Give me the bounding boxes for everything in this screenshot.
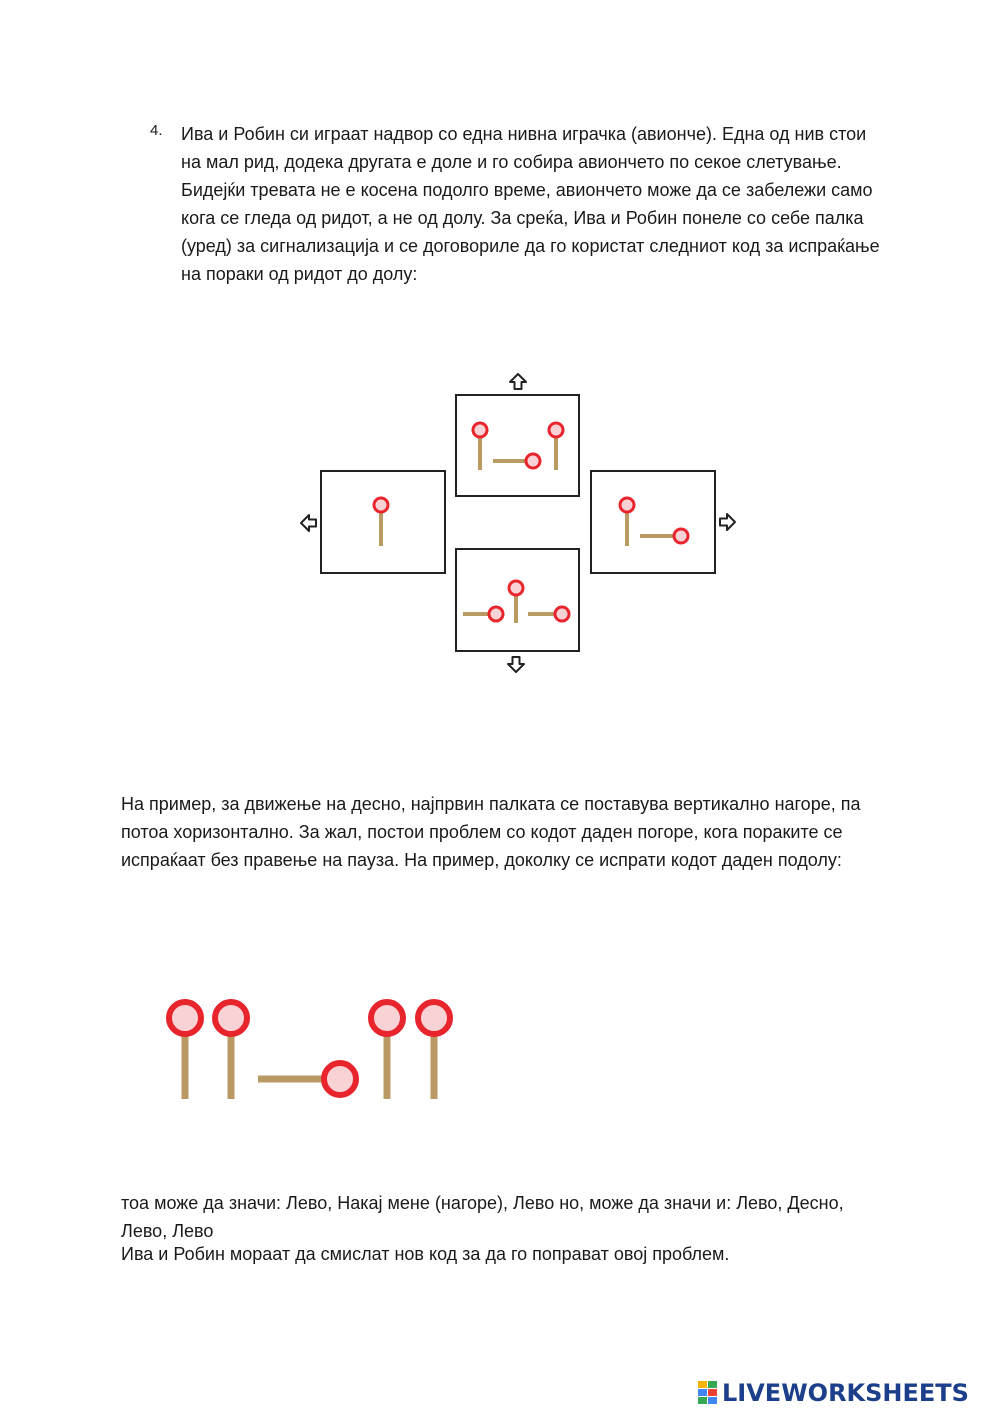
arrow-up-icon [510, 374, 526, 389]
liveworksheets-logo[interactable] [698, 1378, 969, 1408]
logo-text: LIVEWORKSHEETS [722, 1379, 969, 1407]
meaning-paragraph: тоа може да значи: Лево, Накај мене (нагоре), Лево но, може да значи и: Лево, Десно, Лево, Лево [121, 1193, 844, 1241]
task-paragraph: Ива и Робин мораат да смислат нов код за да го поправат овој проблем. [121, 1244, 730, 1264]
arrow-right-icon [720, 514, 735, 530]
signal-horizontal-3 [258, 1063, 356, 1095]
example-signal-sequence [169, 1002, 450, 1099]
signal-panel-up [456, 374, 579, 496]
signal-vertical-4 [371, 1002, 403, 1099]
signal-vertical-5 [418, 1002, 450, 1099]
arrow-down-icon [508, 657, 524, 672]
arrow-left-icon [301, 515, 316, 531]
signal-vertical-1 [169, 1002, 201, 1099]
signal-panel-down [456, 549, 579, 672]
signal-panel-right [591, 471, 735, 573]
signal-vertical-2 [215, 1002, 247, 1099]
example-paragraph: На пример, за движење на десно, најпрвин палката се поставува вертикално нагоре, па потоа хоризонтално. За жал, постои проблем со кодот даден погоре, кога пораките се испраќаат без правење на пауза. На пример, доколку се испрати кодот даден подолу: [121, 794, 861, 870]
problem-number: 4. [150, 122, 163, 139]
live-logo-icon [698, 1381, 718, 1405]
problem-statement: Ива и Робин си играат надвор со една нивна играчка (авионче). Една од нив стои на мал рид, додека другата е доле и го собира авиончето по секое слетување. Бидејќи тревата не е косена подолго време, авиончето може да се забележи само кога се гледа од ридот, а не од долу. За среќа, Ива и Робин понеле со себе палка (уред) за сигнализација и се договориле да го користат следниот код за испраќање на пораки од ридот до долу: [181, 124, 880, 284]
signal-panel-left [301, 471, 445, 573]
